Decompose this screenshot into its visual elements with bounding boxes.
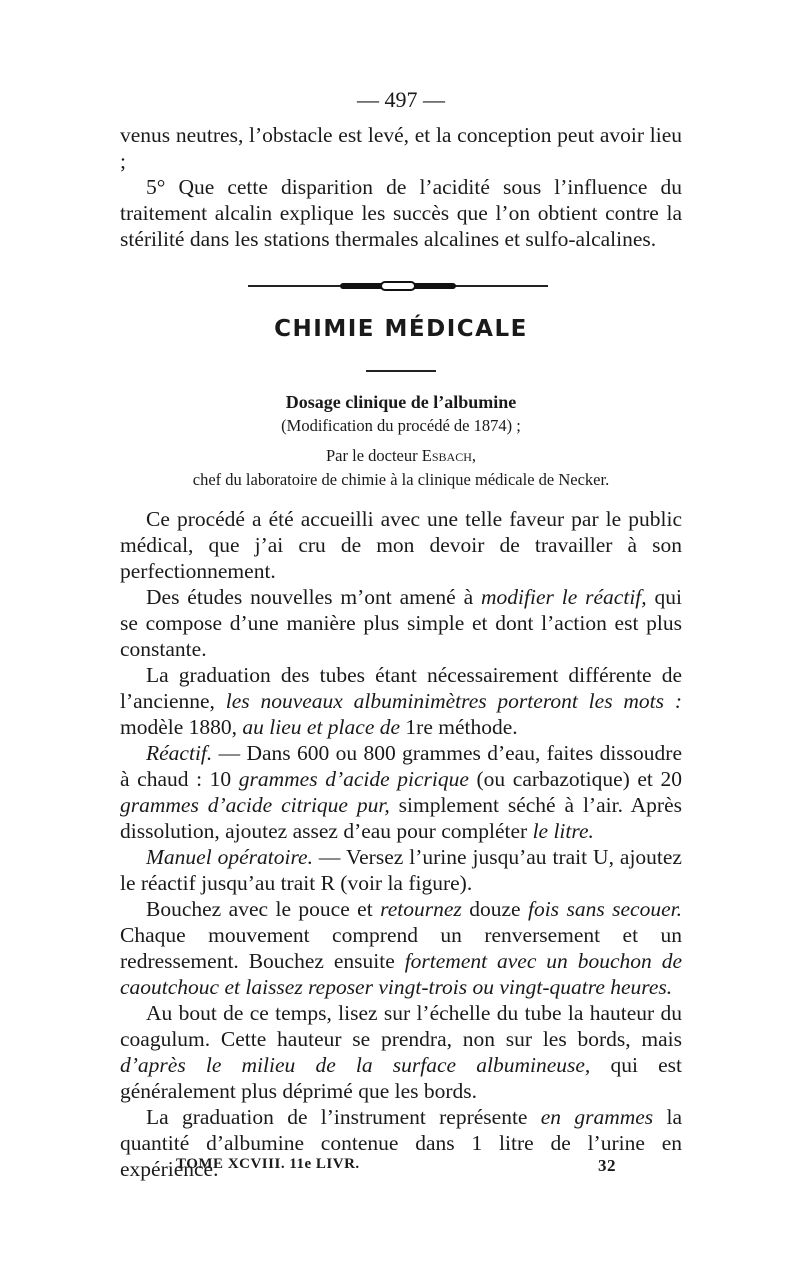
footer-signature: TOME XCVIII. 11e LIVR. bbox=[176, 1156, 360, 1172]
paragraph-1: Ce procédé a été accueilli avec une telle faveur par le public médical, que j’ai cru de mon devoir de travailler à son perfectionnement. bbox=[120, 507, 682, 583]
paragraph-graduation: La graduation de l’instrument représente en grammes la quantité d’albumine contenue dans 1 litre de l’urine en expérience. bbox=[120, 1105, 682, 1181]
intro-point-5: 5° Que cette disparition de l’acidité sous l’influence du traitement alcalin explique les succès que l’on obtient contre la stérilité dans les stations thermales alcalines et sulfo-alcalines. bbox=[120, 175, 682, 251]
paragraph-3: La graduation des tubes étant nécessairement différente de l’ancienne, les nouveaux albuminimètres porteront les mots : modèle 1880, au lieu et place de 1re méthode. bbox=[120, 663, 682, 739]
intro-line: venus neutres, l’obstacle est levé, et la conception peut avoir lieu ; bbox=[120, 123, 682, 173]
article-title: Dosage clinique de l’albumine bbox=[285, 392, 517, 412]
article-subtitle: (Modification du procédé de 1874) ; bbox=[281, 416, 521, 435]
author-affiliation: chef du laboratoire de chimie à la clinique médicale de Necker. bbox=[192, 470, 610, 489]
paragraph-2: Des études nouvelles m’ont amené à modifier le réactif, qui se compose d’une manière plus simple et dont l’action est plus constante. bbox=[120, 585, 682, 661]
author-name: Esbach, bbox=[421, 446, 476, 465]
paragraph-reactif: Réactif. — Dans 600 ou 800 grammes d’eau, faites dissoudre à chaud : 10 grammes d’acide picrique (ou carbazotique) et 20 grammes d’acide citrique pur, simplement séché à l’air. Après dissolution, ajoutez assez d’eau pour compléter le litre. bbox=[120, 741, 683, 843]
author-prefix: Par le docteur bbox=[326, 446, 418, 465]
footer-sheet-number: 32 bbox=[598, 1156, 616, 1175]
ornamental-divider bbox=[120, 280, 682, 292]
paragraph-manuel: Manuel opératoire. — Versez l’urine jusqu’au trait U, ajoutez le réactif jusqu’au trait R (voir la figure). bbox=[120, 845, 682, 895]
page-number: — 497 — bbox=[357, 87, 445, 112]
page-body bbox=[120, 82, 682, 1182]
title-rule bbox=[366, 370, 436, 372]
paragraph-bouchez: Bouchez avec le pouce et retournez douze fois sans secouer. Chaque mouvement comprend un renversement et un redressement. Bouchez ensuite fortement avec un bouchon de caoutchouc et laissez reposer vingt-trois ou vingt-quatre heures. bbox=[120, 897, 683, 999]
article-author bbox=[120, 444, 682, 468]
paragraph-lecture: Au bout de ce temps, lisez sur l’échelle du tube la hauteur du coagulum. Cette hauteur se prendra, non sur les bords, mais d’après le milieu de la surface albumineuse, qui est généralement plus déprimé que les bords. bbox=[120, 1001, 683, 1103]
section-title: CHIMIE MÉDICALE bbox=[274, 316, 528, 342]
